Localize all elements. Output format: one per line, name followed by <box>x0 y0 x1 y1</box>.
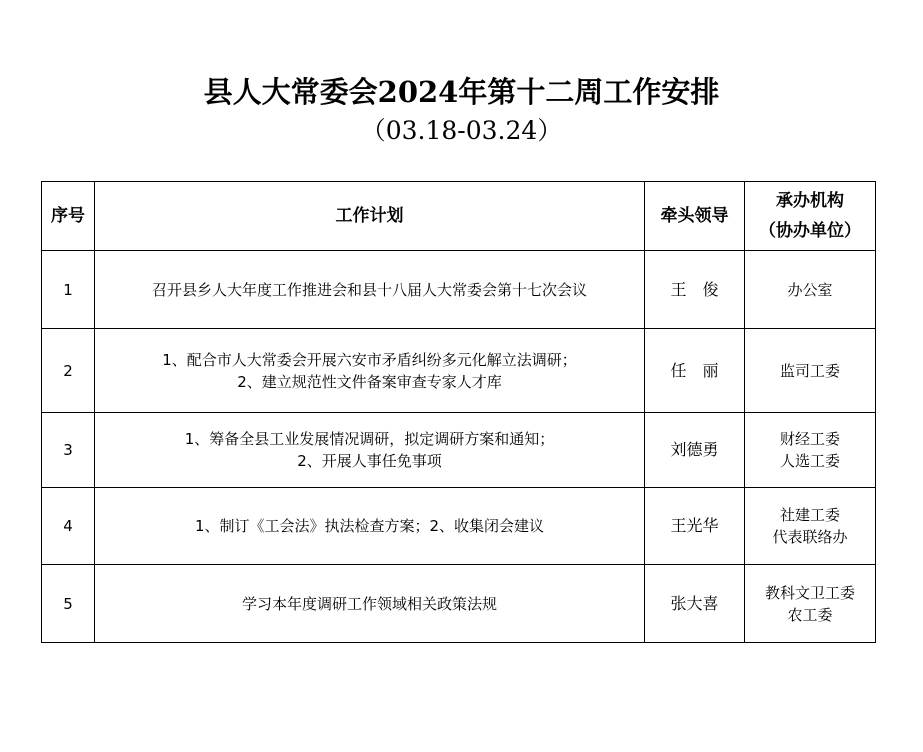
org-line: 办公室 <box>787 280 833 299</box>
header-org-line2: （协办单位） <box>759 221 861 241</box>
table-row <box>42 329 876 413</box>
header-org <box>745 182 876 251</box>
table-row <box>42 488 876 565</box>
document-subtitle: （03.18-03.24） <box>360 116 563 145</box>
row-org <box>745 251 876 329</box>
row-plan <box>95 565 645 643</box>
plan-line: 2、建立规范性文件备案审查专家人才库 <box>237 372 502 391</box>
plan-line: 1、筹备全县工业发展情况调研，拟定调研方案和通知； <box>184 430 555 448</box>
org-line: 社建工委 <box>779 506 840 524</box>
row-plan <box>95 329 645 413</box>
row-org <box>745 413 876 488</box>
plan-line: 1、配合市人大常委会开展六安市矛盾纠纷多元化解立法调研； <box>162 350 577 369</box>
org-line: 财经工委 <box>779 430 840 448</box>
table-row <box>42 565 876 643</box>
row-index: 3 <box>42 413 95 488</box>
row-plan <box>95 488 645 565</box>
plan-line: 2、开展人事任免事项 <box>297 452 442 470</box>
row-leader: 刘德勇 <box>645 413 745 488</box>
org-line: 人选工委 <box>779 452 840 470</box>
row-org <box>745 329 876 413</box>
schedule-table <box>41 181 876 643</box>
table-row <box>42 251 876 329</box>
row-index: 5 <box>42 565 95 643</box>
document-title: 县人大常委会2024年第十二周工作安排 <box>203 75 720 109</box>
row-leader: 王 俊 <box>645 251 745 329</box>
row-plan <box>95 251 645 329</box>
row-plan <box>95 413 645 488</box>
org-line: 农工委 <box>787 605 833 624</box>
row-leader: 王光华 <box>645 488 745 565</box>
row-index: 1 <box>42 251 95 329</box>
header-org-line1: 承办机构 <box>776 191 844 211</box>
table-row <box>42 413 876 488</box>
row-org <box>745 565 876 643</box>
org-line: 监司工委 <box>779 361 840 380</box>
row-org <box>745 488 876 565</box>
org-line: 教科文卫工委 <box>764 583 855 602</box>
plan-line: 召开县乡人大年度工作推进会和县十八届人大常委会第十七次会议 <box>151 280 587 299</box>
plan-line: 学习本年度调研工作领域相关政策法规 <box>241 594 497 613</box>
table-header-row <box>42 182 876 251</box>
org-line: 代表联络办 <box>772 528 848 546</box>
row-index: 2 <box>42 329 95 413</box>
row-index: 4 <box>42 488 95 565</box>
header-index: 序号 <box>42 182 95 251</box>
plan-line: 1、制订《工会法》执法检查方案；2、收集闭会建议 <box>194 517 545 535</box>
header-plan: 工作计划 <box>95 182 645 251</box>
header-leader: 牵头领导 <box>645 182 745 251</box>
row-leader: 张大喜 <box>645 565 745 643</box>
row-leader: 任 丽 <box>645 329 745 413</box>
